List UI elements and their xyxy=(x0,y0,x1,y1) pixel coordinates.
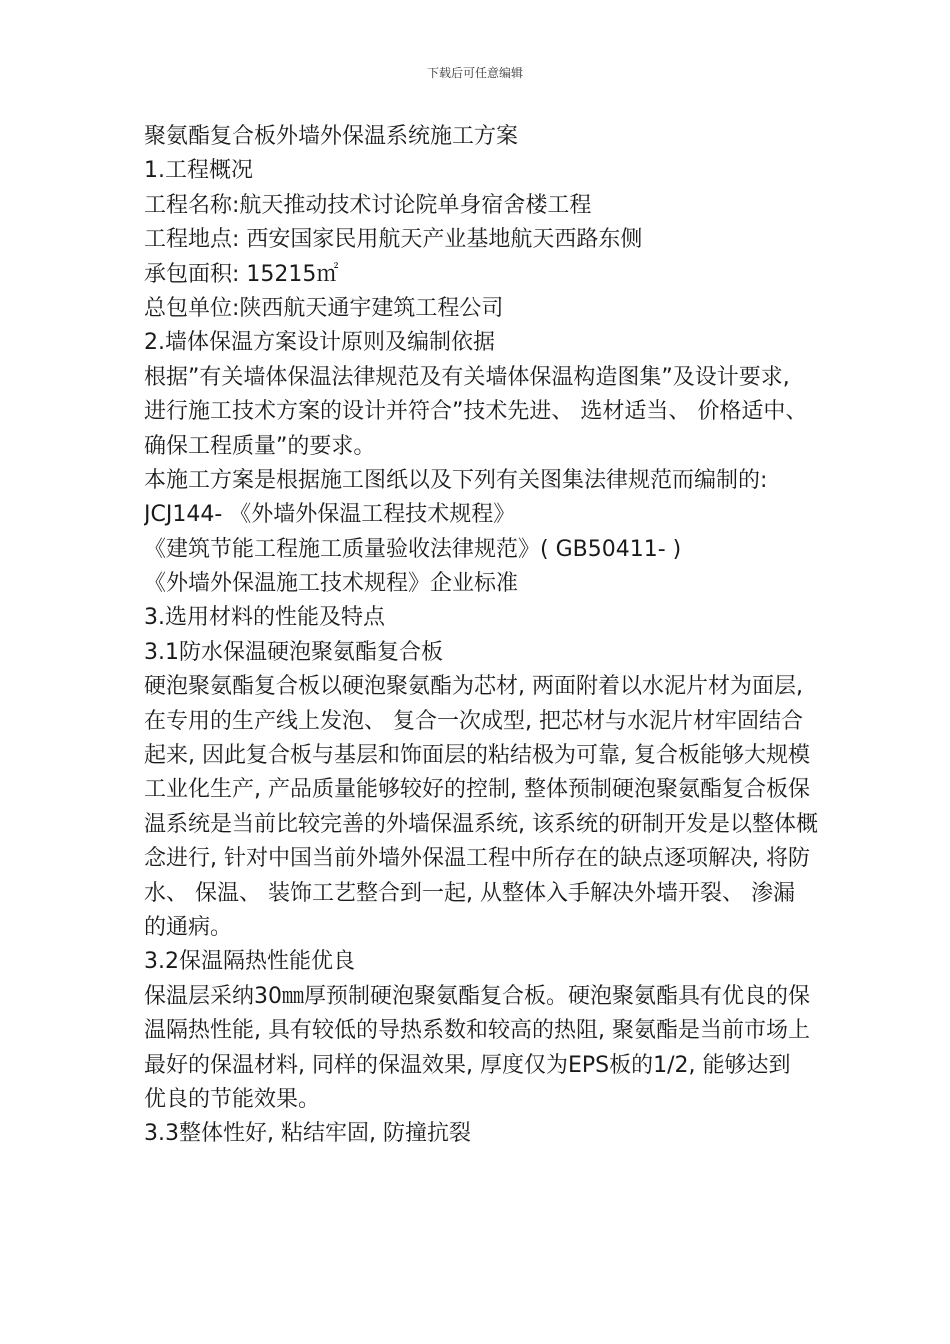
section-heading: 3.选用材料的性能及特点 xyxy=(144,605,385,631)
text-line: 最好的保温材料, 同样的保温效果, 厚度仅为EPS板的1/2, 能够达到 xyxy=(144,1052,791,1078)
text-line: 在专用的生产线上发泡、 复合一次成型, 把芯材与水泥片材牢固结合 xyxy=(144,708,803,734)
text-line: 保温层采纳30㎜厚预制硬泡聚氨酯复合板。硬泡聚氨酯具有优良的保 xyxy=(144,983,810,1009)
subsection-heading: 3.2保温隔热性能优良 xyxy=(144,949,355,975)
text-line: 温系统是当前比较完善的外墙保温系统, 该系统的研制开发是以整体概 xyxy=(144,811,818,837)
subsection-heading: 3.1防水保温硬泡聚氨酯复合板 xyxy=(144,639,443,665)
document-title: 聚氨酯复合板外墙外保温系统施工方案 xyxy=(144,124,519,149)
text-line: 工程地点: 西安国家民用航天产业基地航天西路东侧 xyxy=(144,227,643,253)
document-body xyxy=(144,120,864,1152)
text-line: 的通病。 xyxy=(144,914,233,940)
text-line: 念进行, 针对中国当前外墙外保温工程中所存在的缺点逐项解决, 将防 xyxy=(144,846,810,872)
text-line: 进行施工技术方案的设计并符合”技术先进、 选材适当、 价格适中、 xyxy=(144,399,808,425)
text-line: 确保工程质量”的要求。 xyxy=(144,433,376,459)
text-line: 优良的节能效果。 xyxy=(144,1086,321,1112)
section-heading: 2.墙体保温方案设计原则及编制依据 xyxy=(144,330,495,356)
text-line: 温隔热性能, 具有较低的导热系数和较高的热阻, 聚氨酯是当前市场上 xyxy=(144,1018,810,1044)
page-header-note: 下载后可任意编辑 xyxy=(426,66,523,80)
text-line: JCJ144- 《外墙外保温工程技术规程》 xyxy=(144,502,516,528)
subsection-heading: 3.3整体性好, 粘结牢固, 防撞抗裂 xyxy=(144,1121,471,1147)
text-line: 工业化生产, 产品质量能够较好的控制, 整体预制硬泡聚氨酯复合板保 xyxy=(144,777,810,803)
text-line: 承包面积: 15215㎡ xyxy=(144,261,339,287)
text-line: 硬泡聚氨酯复合板以硬泡聚氨酯为芯材, 两面附着以水泥片材为面层, xyxy=(144,674,803,700)
text-line: 《外墙外保温施工技术规程》企业标准 xyxy=(144,571,519,597)
section-heading: 1.工程概况 xyxy=(144,158,253,184)
text-line: 起来, 因此复合板与基层和饰面层的粘结极为可靠, 复合板能够大规模 xyxy=(144,743,810,769)
text-line: 工程名称:航天推动技术讨论院单身宿舍楼工程 xyxy=(144,192,592,218)
text-line: 根据”有关墙体保温法律规范及有关墙体保温构造图集”及设计要求, xyxy=(144,364,790,390)
text-line: 总包单位:陕西航天通宇建筑工程公司 xyxy=(144,295,504,321)
text-line: 水、 保温、 装饰工艺整合到一起, 从整体入手解决外墙开裂、 渗漏 xyxy=(144,880,795,906)
text-line: 本施工方案是根据施工图纸以及下列有关图集法律规范而编制的: xyxy=(144,467,768,493)
text-line: 《建筑节能工程施工质量验收法律规范》( GB50411- ) xyxy=(144,536,682,562)
